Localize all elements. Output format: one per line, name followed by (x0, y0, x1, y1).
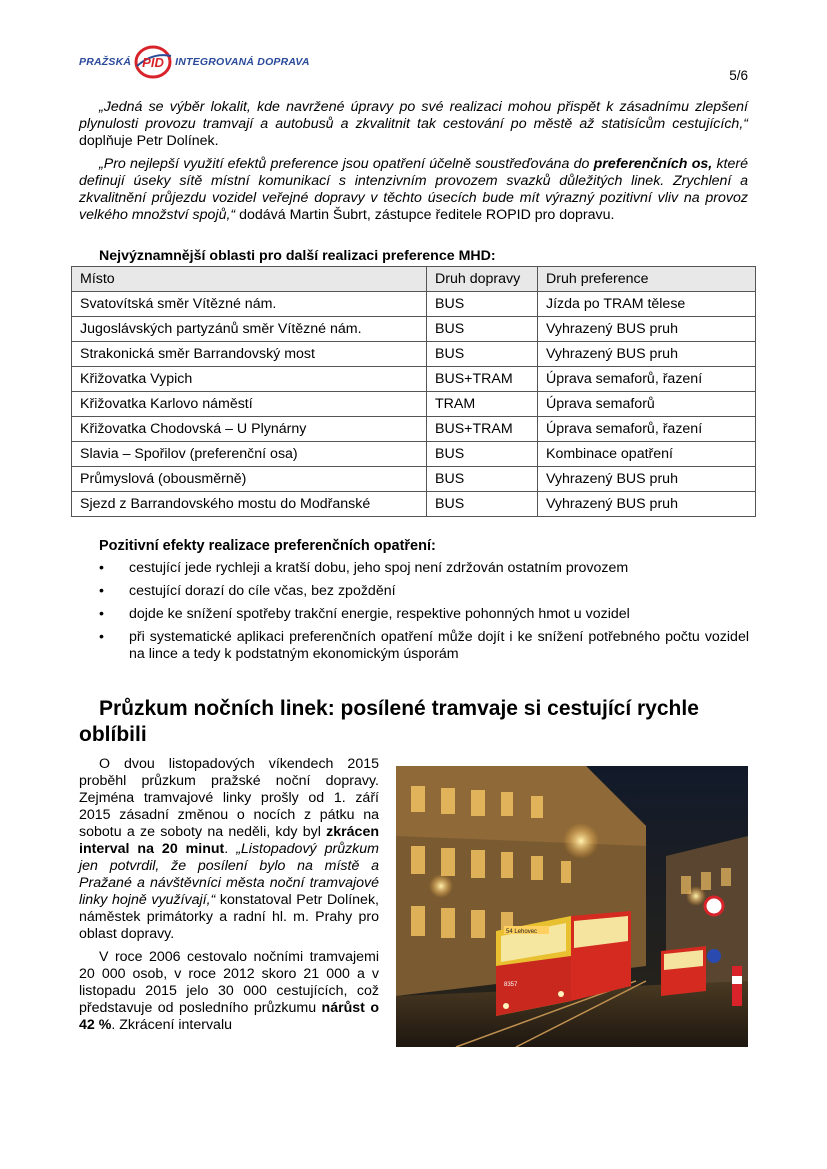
cell-transport: BUS (427, 342, 538, 367)
table-row (72, 492, 756, 517)
cell-transport: BUS (427, 467, 538, 492)
cell-preference: Vyhrazený BUS pruh (538, 467, 756, 492)
table-heading: Nejvýznamnější oblasti pro další realizaci preference MHD: (99, 248, 496, 264)
cell-transport: BUS (427, 492, 538, 517)
cell-place: Sjezd z Barrandovského mostu do Modřanské (72, 492, 427, 517)
table-row (72, 392, 756, 417)
cell-preference: Jízda po TRAM tělese (538, 292, 756, 317)
pid-logo (79, 42, 310, 82)
p2-text-b: . Zkrácení intervalu (111, 1017, 232, 1033)
table-header-row (72, 267, 756, 292)
list-item (99, 583, 749, 600)
p2-text-a: V roce 2006 cestovalo nočními tramvajemi 20 000 osob, v roce 2012 skoro 21 000 a v listopadu 2015 jelo 30 000 cestujících, což představuje od posledního průzkumu (79, 949, 379, 1016)
cell-transport: BUS (427, 442, 538, 467)
cell-transport: BUS+TRAM (427, 367, 538, 392)
cell-place: Průmyslová (obousměrně) (72, 467, 427, 492)
quote-dolinek: „Jedná se výběr lokalit, kde navržené úpravy po své realizaci mohou přispět k zásadnímu zlepšení plynulosti provozu tramvají a autobusů a zkvalitnit tak cestování po městě až statisícům cestujících,“ (79, 99, 748, 132)
logo-right-text: INTEGROVANÁ DOPRAVA (175, 56, 310, 68)
list-item (99, 606, 749, 623)
list-item-text: cestující dorazí do cíle včas, bez zpoždění (129, 583, 396, 599)
effects-list (99, 560, 749, 669)
cell-place: Křižovatka Vypich (72, 367, 427, 392)
list-item (99, 560, 749, 577)
list-item-text: dojde ke snížení spotřeby trakční energie, respektive pohonných hmot u vozidel (129, 606, 630, 622)
cell-preference: Úprava semaforů, řazení (538, 417, 756, 442)
table-row (72, 292, 756, 317)
cell-place: Svatovítská směr Vítězné nám. (72, 292, 427, 317)
night-tram-photo (396, 766, 748, 1047)
pid-logo-icon (133, 44, 173, 80)
list-item (99, 629, 749, 663)
cell-transport: TRAM (427, 392, 538, 417)
col-header-transport: Druh dopravy (427, 267, 538, 292)
page-number: 5/6 (729, 68, 748, 83)
cell-transport: BUS (427, 317, 538, 342)
p2-bold: nárůst o 42 % (79, 1000, 379, 1033)
bullet-icon: • (99, 583, 104, 599)
attribution-dolinek: doplňuje Petr Dolínek. (79, 133, 219, 149)
table-row (72, 367, 756, 392)
cell-place: Strakonická směr Barrandovský most (72, 342, 427, 367)
attribution-subrt: dodává Martin Šubrt, zástupce ředitele ROPID pro dopravu. (235, 207, 615, 223)
p1-text-a: O dvou listopadových víkendech 2015 proběhl průzkum pražské noční dopravy. Zejména tramvajové linky prošly od 1. září 2015 zásadní změnou o nocích z pátku na sobotu a ze soboty na neděli, kdy byl (79, 756, 379, 840)
bullet-icon: • (99, 629, 104, 645)
table-row (72, 342, 756, 367)
intro-paragraph-1 (79, 99, 748, 150)
cell-preference: Vyhrazený BUS pruh (538, 317, 756, 342)
p1-text-c: konstatoval Petr Dolínek, náměstek primátorky a radní hl. m. Prahy pro oblast dopravy. (79, 892, 379, 942)
table-row (72, 467, 756, 492)
quote-subrt-bold: preferenčních os, (593, 156, 713, 172)
bullet-icon: • (99, 560, 104, 576)
article-paragraph-2 (79, 949, 379, 1034)
intro-paragraph-2 (79, 156, 748, 224)
cell-preference: Kombinace opatření (538, 442, 756, 467)
cell-place: Jugoslávských partyzánů směr Vítězné nám. (72, 317, 427, 342)
effects-heading: Pozitivní efekty realizace preferenčních opatření: (99, 538, 436, 554)
preference-table (71, 266, 756, 517)
cell-place: Křižovatka Karlovo náměstí (72, 392, 427, 417)
article-body (79, 756, 379, 1040)
article-paragraph-1 (79, 756, 379, 943)
logo-left-text: PRAŽSKÁ (79, 56, 132, 68)
cell-preference: Vyhrazený BUS pruh (538, 342, 756, 367)
table-row (72, 317, 756, 342)
cell-place: Křižovatka Chodovská – U Plynárny (72, 417, 427, 442)
p1-quote: „Listopadový průzkum jen potvrdil, že posílení bylo na místě a Pražané a návštěvníci města noční tramvajové linky hojně využívají,“ (79, 841, 379, 908)
quote-subrt-b: které definují úseky sítě místní komunikací s intenzivním provozem svazků důležitých linek. Zrychlení a zkvalitnění průjezdu vozidel veřejné dopravy v těchto úsecích bude mít výrazný pozitivní vliv na provoz velkého množství spojů,“ (79, 156, 748, 223)
article-title-text: Průzkum nočních linek: posílené tramvaje si cestující rychle oblíbili (79, 697, 699, 746)
cell-preference: Úprava semaforů (538, 392, 756, 417)
bullet-icon: • (99, 606, 104, 622)
list-item-text: cestující jede rychleji a kratší dobu, jeho spoj není zdržován ostatním provozem (129, 560, 629, 576)
article-title (79, 696, 748, 748)
col-header-preference: Druh preference (538, 267, 756, 292)
cell-transport: BUS+TRAM (427, 417, 538, 442)
tram-number: 8357 (504, 982, 518, 988)
cell-place: Slavia – Spořilov (preferenční osa) (72, 442, 427, 467)
p1-bold: zkrácen interval na 20 minut (79, 824, 379, 857)
list-item-text: při systematické aplikaci preferenčních opatření může dojít i ke snížení potřebného počtu vozidel na lince a tedy k podstatným ekonomickým úsporám (129, 629, 749, 662)
cell-transport: BUS (427, 292, 538, 317)
tram-destination-sign: 54 Lehovec (506, 929, 538, 935)
logo-mark-text: PID (142, 55, 164, 70)
p1-text-b: . (224, 841, 237, 857)
table-row (72, 442, 756, 467)
quote-subrt-a: „Pro nejlepší využití efektů preference jsou opatření účelně soustřeďována do (99, 156, 594, 172)
cell-preference: Vyhrazený BUS pruh (538, 492, 756, 517)
table-row (72, 417, 756, 442)
col-header-place: Místo (72, 267, 427, 292)
cell-preference: Úprava semaforů, řazení (538, 367, 756, 392)
